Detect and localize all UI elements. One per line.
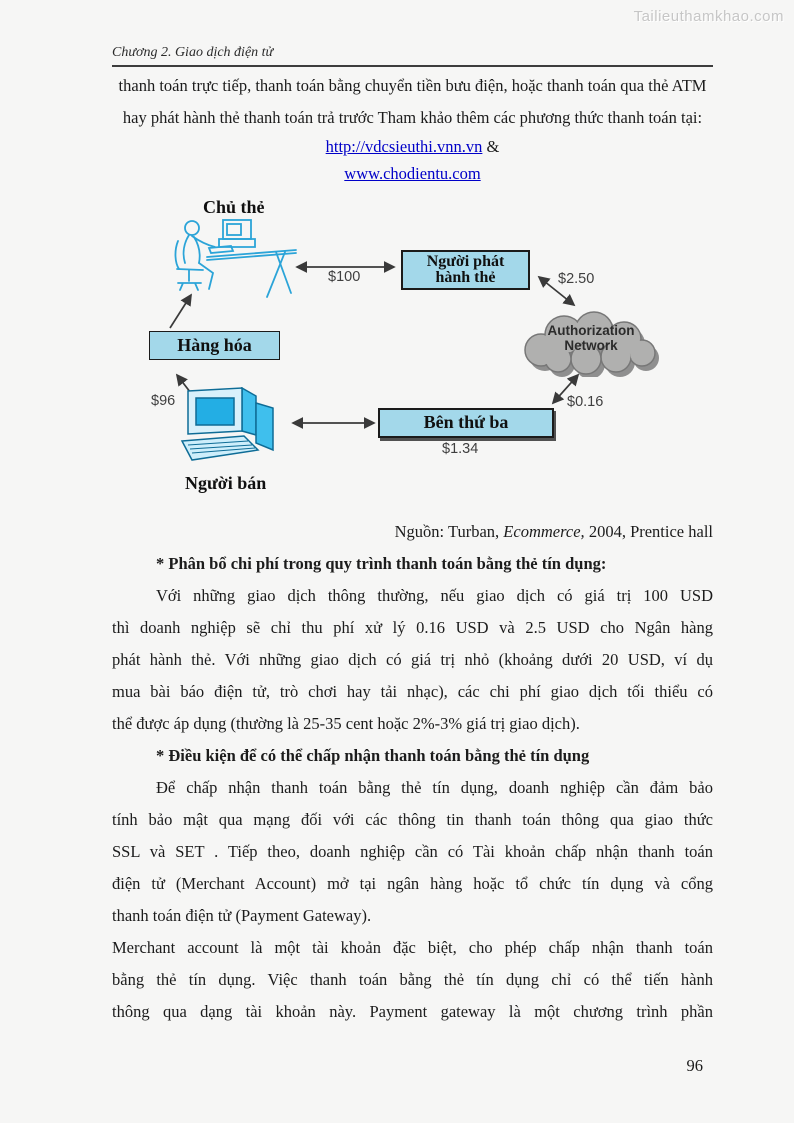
link-vdcsieuthi[interactable]: http://vdcsieuthi.vnn.vn xyxy=(325,137,483,156)
amount-96: $96 xyxy=(151,393,176,409)
source-post: 2004, Prentice hall xyxy=(584,522,713,541)
p2-line-3: SSL và SET . Tiếp theo, doanh nghiệp cần có Tài khoản chấp nhận thanh toán xyxy=(112,842,713,861)
diagram-arrows xyxy=(0,195,794,500)
amount-100: $100 xyxy=(328,269,361,285)
amount-0-16: $0.16 xyxy=(567,394,604,410)
p1-line-1: Với những giao dịch thông thường, nếu giao dịch có giá trị 100 USD xyxy=(156,586,713,605)
p1-line-5: thể được áp dụng (thường là 25-35 cent hoặc 2%-3% giá trị giao dịch). xyxy=(112,714,580,733)
p2-line-4: điện tử (Merchant Account) mở tại ngân hàng hoặc tổ chức tín dụng và cổng xyxy=(112,874,713,893)
body-text xyxy=(112,516,713,1028)
intro-line-1: thanh toán trực tiếp, thanh toán bằng chuyển tiền bưu điện, hoặc thanh toán qua thẻ ATM xyxy=(118,76,707,95)
cloud-label xyxy=(516,323,666,353)
watermark: Tailieuthamkhao.com xyxy=(633,8,784,25)
p2-line-5: thanh toán điện tử (Payment Gateway). xyxy=(112,906,372,925)
amount-2-50: $2.50 xyxy=(558,271,595,287)
payment-flow-diagram xyxy=(0,195,794,500)
source-pre: Nguồn: Turban, xyxy=(394,522,504,541)
seller-label: Người bán xyxy=(185,473,267,493)
cardholder-label: Chủ thẻ xyxy=(203,197,265,217)
intro-line-2: hay phát hành thẻ thanh toán trả trước Tham khảo thêm các phương thức thanh toán tại: xyxy=(122,108,703,127)
p1-line-4: mua bài báo điện tử, trò chơi hay tải nhạc), các chi phí giao dịch tối thiểu có xyxy=(112,682,713,701)
card-issuer-line1: Người phát xyxy=(426,253,505,270)
heading-cost-allocation: * Phân bổ chi phí trong quy trình thanh toán bằng thẻ tín dụng: xyxy=(156,554,607,573)
page-number: 96 xyxy=(686,1056,703,1075)
link-chodientu[interactable]: www.chodientu.com xyxy=(344,164,481,183)
cloud-label-line1: Authorization xyxy=(547,323,635,338)
cloud-label-line2: Network xyxy=(564,338,618,353)
p2-line-2: tính bảo mật qua mạng đối với các thông tin thanh toán thông qua giao thức xyxy=(112,810,713,829)
card-issuer-box xyxy=(401,250,530,290)
desktop-computer-illustration xyxy=(178,387,289,467)
card-issuer-line2: hành thẻ xyxy=(435,269,496,286)
authorization-network-cloud xyxy=(516,305,666,377)
p1-line-3: phát hành thẻ. Với những giao dịch có giá trị nhỏ (khoảng dưới 20 USD, ví dụ xyxy=(112,650,713,669)
source-title: Ecommerce, xyxy=(503,522,585,541)
p3-line-1: Merchant account là một tài khoản đặc biệt, cho phép chấp nhận thanh toán xyxy=(112,938,713,957)
third-party-box: Bên thứ ba xyxy=(378,408,554,438)
chapter-header: Chương 2. Giao dịch điện tử xyxy=(112,45,713,67)
amount-1-34: $1.34 xyxy=(442,441,479,457)
intro-link-line-1 xyxy=(112,134,713,160)
link-suffix: & xyxy=(482,137,500,156)
person-at-desk-illustration xyxy=(163,217,303,301)
intro-link-line-2 xyxy=(112,161,713,187)
p3-line-2: bằng thẻ tín dụng. Việc thanh toán bằng thẻ tín dụng chỉ có thể tiến hành xyxy=(112,970,713,989)
goods-box: Hàng hóa xyxy=(149,331,280,360)
heading-acceptance-conditions: * Điều kiện để có thể chấp nhận thanh toán bằng thẻ tín dụng xyxy=(156,746,590,765)
p1-line-2: thì doanh nghiệp sẽ chỉ thu phí xử lý 0.16 USD và 2.5 USD cho Ngân hàng xyxy=(112,618,713,637)
source-line xyxy=(112,516,713,548)
p3-line-3: thông qua dạng tài khoản này. Payment gateway là một chương trình phần xyxy=(112,1002,713,1021)
p2-line-1: Để chấp nhận thanh toán bằng thẻ tín dụng, doanh nghiệp cần đảm bảo xyxy=(156,778,713,797)
